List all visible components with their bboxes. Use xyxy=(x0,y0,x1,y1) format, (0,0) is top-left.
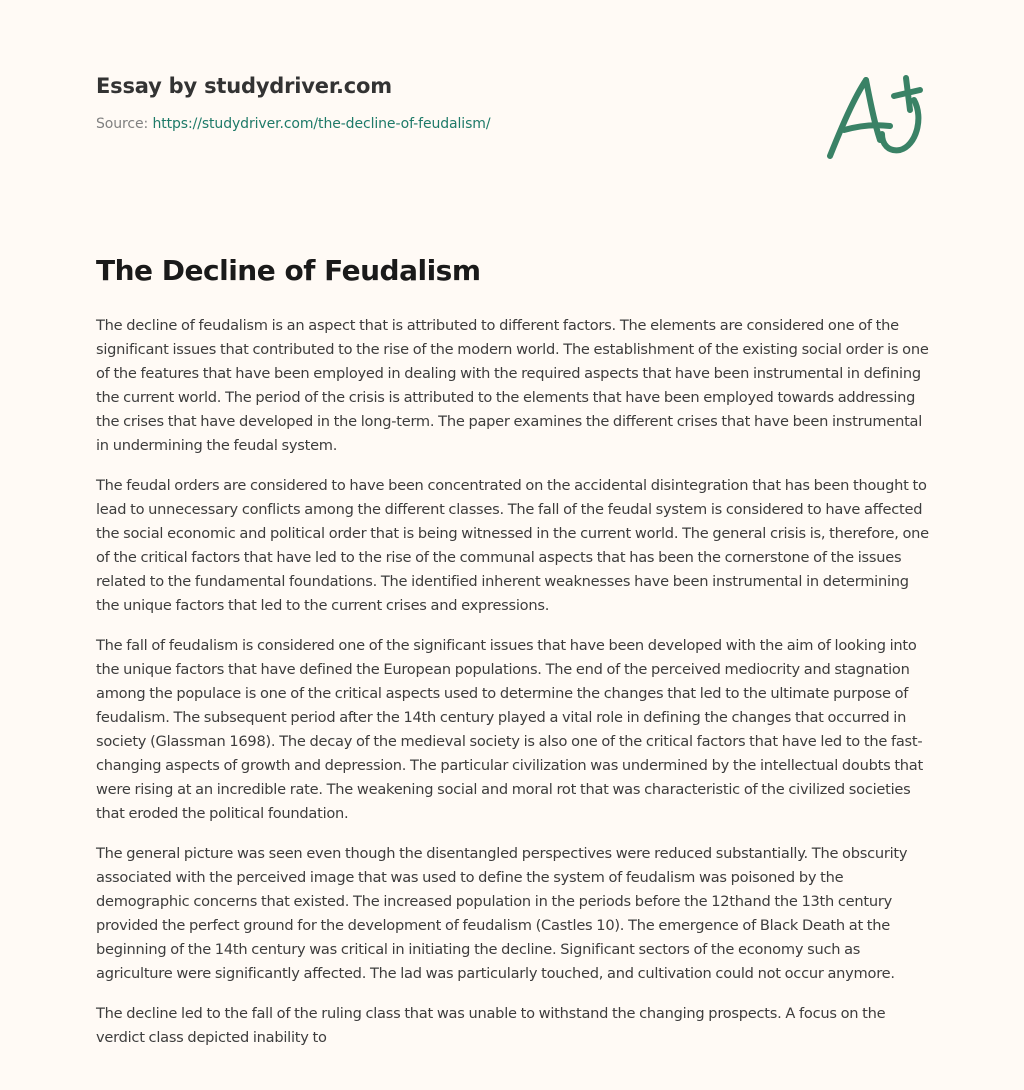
essay-paragraph: The decline led to the fall of the ruling class that was unable to withstand the changing prospects. A focus on the verdict class depicted inability to xyxy=(96,1005,886,1046)
source-line xyxy=(96,116,796,132)
essay-paragraph: The fall of feudalism is considered one of the significant issues that have been developed with the aim of looking into the unique factors that have defined the European populations. The end of the perceived mediocrity and stagnation among the populace is one of the critical aspects used to determine the changes that led to the ultimate purpose of feudalism. The subsequent period after the 14th century played a vital role in defining the changes that occurred in society (Glassman 1698). The decay of the medieval society is also one of the critical factors that have led to the fast-changing aspects of growth and depression. The particular civilization was undermined by the intellectual doubts that were rising at an incredible rate. The weakening social and moral rot that was characteristic of the civilized societies that eroded the political foundation. xyxy=(96,637,923,822)
source-label: Source: xyxy=(96,116,149,132)
essay-paragraph: The general picture was seen even though the disentangled perspectives were reduced substantially. The obscurity associated with the perceived image that was used to define the system of feudalism was poisoned by the demographic concerns that existed. The increased population in the periods before the 12thand the 13th century provided the perfect ground for the development of feudalism (Castles 10). The emergence of Black Death at the beginning of the 14th century was critical in initiating the decline. Significant sectors of the economy such as agriculture were significantly affected. The lad was particularly touched, and cultivation could not occur anymore. xyxy=(96,845,908,982)
essay-body xyxy=(96,314,932,1066)
essay-paragraph: The feudal orders are considered to have been concentrated on the accidental disintegration that has been thought to lead to unnecessary conflicts among the different classes. The fall of the feudal system is considered to have affected the social economic and political order that is being witnessed in the current world. The general crisis is, therefore, one of the critical factors that have led to the rise of the communal aspects that has been the cornerstone of the issues related to the fundamental foundations. The identified inherent weaknesses have been instrumental in determining the unique factors that led to the current crises and expressions. xyxy=(96,477,929,614)
essay-title: The Decline of Feudalism xyxy=(96,254,481,287)
page-header xyxy=(96,74,796,132)
site-title: Essay by studydriver.com xyxy=(96,74,392,98)
essay-paragraph: The decline of feudalism is an aspect that is attributed to different factors. The elements are considered one of the significant issues that contributed to the rise of the modern world. The establishment of the existing social order is one of the features that have been employed in dealing with the required aspects that have been instrumental in defining the current world. The period of the crisis is attributed to the elements that have been employed towards addressing the crises that have developed in the long-term. The paper examines the different crises that have been instrumental in undermining the feudal system. xyxy=(96,317,929,454)
a-plus-grade-icon xyxy=(820,66,930,166)
source-link[interactable]: https://studydriver.com/the-decline-of-feudalism/ xyxy=(152,116,491,132)
